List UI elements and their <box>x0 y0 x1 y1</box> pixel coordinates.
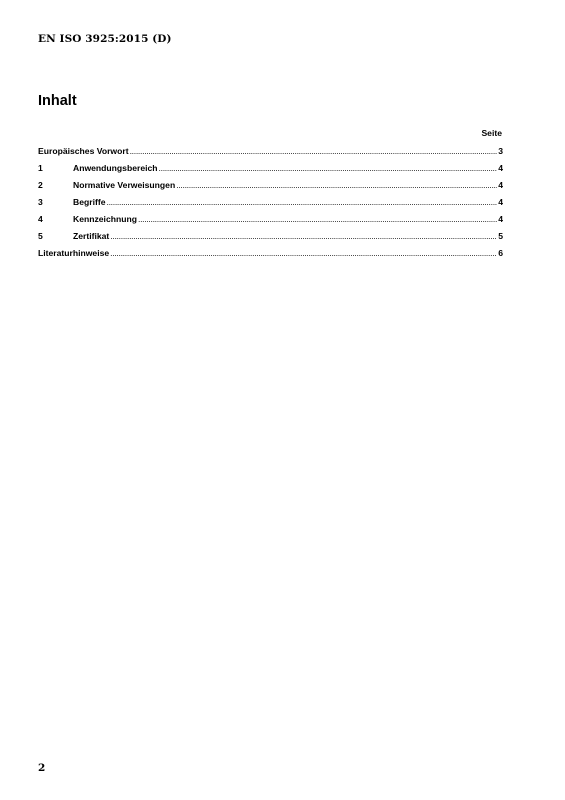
dot-leader <box>110 245 497 262</box>
toc-entry-title: Kennzeichnung <box>73 214 137 224</box>
toc-entry-page: 4 <box>498 180 503 190</box>
toc-entry-page: 3 <box>498 146 503 156</box>
toc-entry-number: 2 <box>38 180 43 190</box>
toc-entry-page: 4 <box>498 197 503 207</box>
toc-entry-normative-verweisungen[interactable] <box>38 177 503 194</box>
toc-entry-anwendungsbereich[interactable] <box>38 160 503 177</box>
toc-entry-page: 5 <box>498 231 503 241</box>
dot-leader <box>110 228 497 245</box>
toc-entry-page: 6 <box>498 248 503 258</box>
toc-entry-title: Anwendungsbereich <box>73 163 158 173</box>
dot-leader <box>176 177 497 194</box>
toc-entry-begriffe[interactable] <box>38 194 503 211</box>
dot-leader <box>138 211 497 228</box>
toc-entry-title: Begriffe <box>73 197 106 207</box>
dot-leader <box>159 160 498 177</box>
toc-entry-kennzeichnung[interactable] <box>38 211 503 228</box>
toc-entry-literaturhinweise[interactable] <box>38 245 503 262</box>
page-title: Inhalt <box>38 93 77 109</box>
toc-entry-number: 3 <box>38 197 43 207</box>
toc-entry-title: Europäisches Vorwort <box>38 146 129 156</box>
toc-entry-page: 4 <box>498 163 503 173</box>
toc-entry-title: Literaturhinweise <box>38 248 110 258</box>
toc-entry-number: 5 <box>38 231 43 241</box>
toc-entry-title: Normative Verweisungen <box>73 180 176 190</box>
toc-entry-vorwort[interactable] <box>38 143 503 160</box>
toc-entry-number: 1 <box>38 163 43 173</box>
table-of-contents <box>38 128 503 262</box>
toc-entry-number: 4 <box>38 214 43 224</box>
document-header: EN ISO 3925:2015 (D) <box>38 33 172 45</box>
dot-leader <box>130 143 498 160</box>
page-number: 2 <box>38 762 46 774</box>
toc-entry-zertifikat[interactable] <box>38 228 503 245</box>
toc-entry-title: Zertifikat <box>73 231 110 241</box>
page-column-label: Seite <box>481 128 502 138</box>
toc-entry-page: 4 <box>498 214 503 224</box>
dot-leader <box>106 194 497 211</box>
